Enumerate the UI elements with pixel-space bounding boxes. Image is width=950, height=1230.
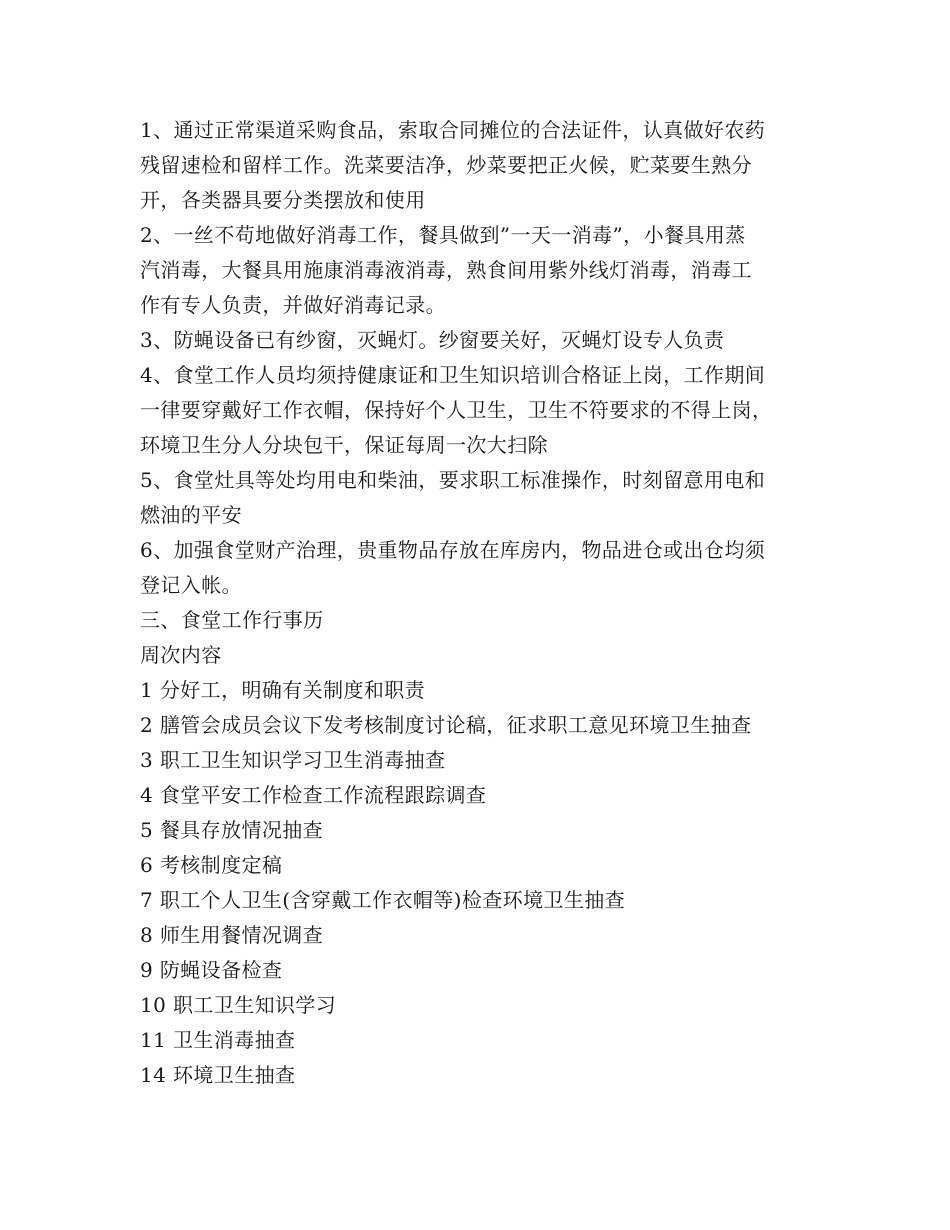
text-line: 3、防蝇设备已有纱窗，灭蝇灯。纱窗要关好，灭蝇灯设专人负责: [140, 328, 725, 352]
text-line: 登记入帐。: [140, 573, 242, 597]
schedule-row: 4 食堂平安工作检查工作流程跟踪调查: [140, 783, 487, 807]
schedule-row: 7 职工个人卫生(含穿戴工作衣帽等)检查环境卫生抽查: [140, 888, 626, 912]
text-line: 残留速检和留样工作。洗菜要洁净，炒菜要把正火候，贮菜要生熟分: [140, 153, 752, 177]
schedule-row: 9 防蝇设备检查: [140, 958, 283, 982]
text-line: 环境卫生分人分块包干，保证每周一次大扫除: [140, 433, 548, 457]
schedule-header: 周次内容: [140, 643, 222, 667]
text-line: 4、食堂工作人员均须持健康证和卫生知识培训合格证上岗，工作期间: [140, 363, 766, 387]
text-line: 6、加强食堂财产治理，贵重物品存放在库房内，物品进仓或出仓均须: [140, 538, 766, 562]
schedule-row: 8 师生用餐情况调查: [140, 923, 324, 947]
schedule-row: 6 考核制度定稿: [140, 853, 283, 877]
schedule-row: 3 职工卫生知识学习卫生消毒抽查: [140, 748, 446, 772]
section-heading: 三、食堂工作行事历: [140, 608, 324, 632]
text-line: 开，各类器具要分类摆放和使用: [140, 188, 426, 212]
text-line: 一律要穿戴好工作衣帽，保持好个人卫生，卫生不符要求的不得上岗，: [140, 398, 773, 422]
text-line: 作有专人负责，并做好消毒记录。: [140, 293, 446, 317]
schedule-row: 2 膳管会成员会议下发考核制度讨论稿，征求职工意见环境卫生抽查: [140, 713, 752, 737]
document-body: [140, 113, 820, 1093]
schedule-row: 5 餐具存放情况抽查: [140, 818, 324, 842]
text-line: 汽消毒，大餐具用施康消毒液消毒，熟食间用紫外线灯消毒，消毒工: [140, 258, 752, 282]
schedule-row: 10 职工卫生知识学习: [140, 993, 337, 1017]
schedule-row: 11 卫生消毒抽查: [140, 1028, 296, 1052]
text-line: 1、通过正常渠道采购食品，索取合同摊位的合法证件，认真做好农药: [140, 118, 766, 142]
text-line: 5、食堂灶具等处均用电和柴油，要求职工标准操作，时刻留意用电和: [140, 468, 766, 492]
schedule-row: 1 分好工，明确有关制度和职责: [140, 678, 426, 702]
text-line: 2、一丝不苟地做好消毒工作，餐具做到”一天一消毒”，小餐具用蒸: [140, 223, 746, 247]
schedule-row: 14 环境卫生抽查: [140, 1063, 296, 1087]
text-line: 燃油的平安: [140, 503, 242, 527]
